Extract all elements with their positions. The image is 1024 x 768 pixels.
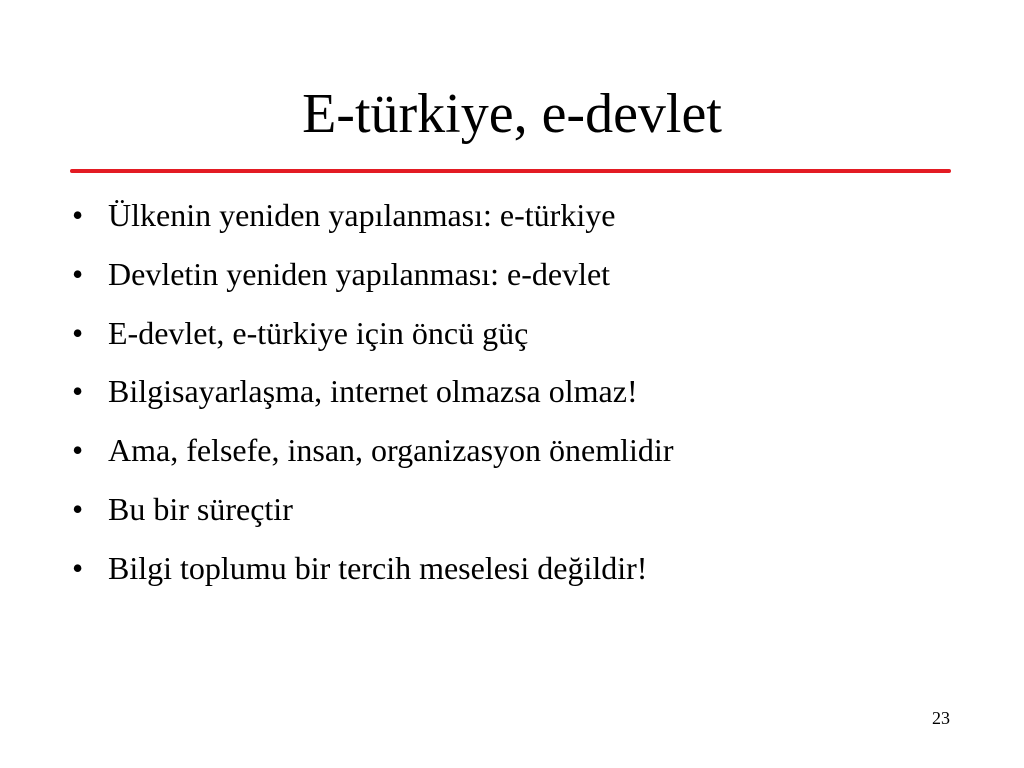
bullet-text: Bu bir süreçtir <box>108 490 293 527</box>
bullet-dot-icon: • <box>72 490 84 527</box>
bullet-text: Bilgisayarlaşma, internet olmazsa olmaz! <box>108 373 638 410</box>
bullet-text: E-devlet, e-türkiye için öncü güç <box>108 314 529 351</box>
bullet-dot-icon: • <box>72 373 84 410</box>
bullet-item <box>72 304 673 363</box>
bullet-text: Ama, felsefe, insan, organizasyon önemlidir <box>108 432 674 469</box>
bullet-item <box>72 362 673 421</box>
slide-title: E-türkiye, e-devlet <box>302 83 722 145</box>
bullet-item <box>72 186 673 245</box>
bullet-dot-icon: • <box>72 549 84 586</box>
title-divider <box>70 169 951 173</box>
bullet-item <box>72 421 673 480</box>
bullet-list <box>72 186 673 598</box>
bullet-dot-icon: • <box>72 314 84 351</box>
bullet-dot-icon: • <box>72 255 84 292</box>
bullet-text: Ülkenin yeniden yapılanması: e-türkiye <box>108 197 616 233</box>
bullet-item <box>72 480 673 539</box>
bullet-text: Bilgi toplumu bir tercih meselesi değildir! <box>108 549 648 586</box>
bullet-text: Devletin yeniden yapılanması: e-devlet <box>108 255 611 292</box>
bullet-item <box>72 245 673 304</box>
bullet-item <box>72 539 673 598</box>
bullet-dot-icon: • <box>72 197 84 233</box>
page-number: 23 <box>932 708 950 728</box>
bullet-dot-icon: • <box>72 432 84 469</box>
